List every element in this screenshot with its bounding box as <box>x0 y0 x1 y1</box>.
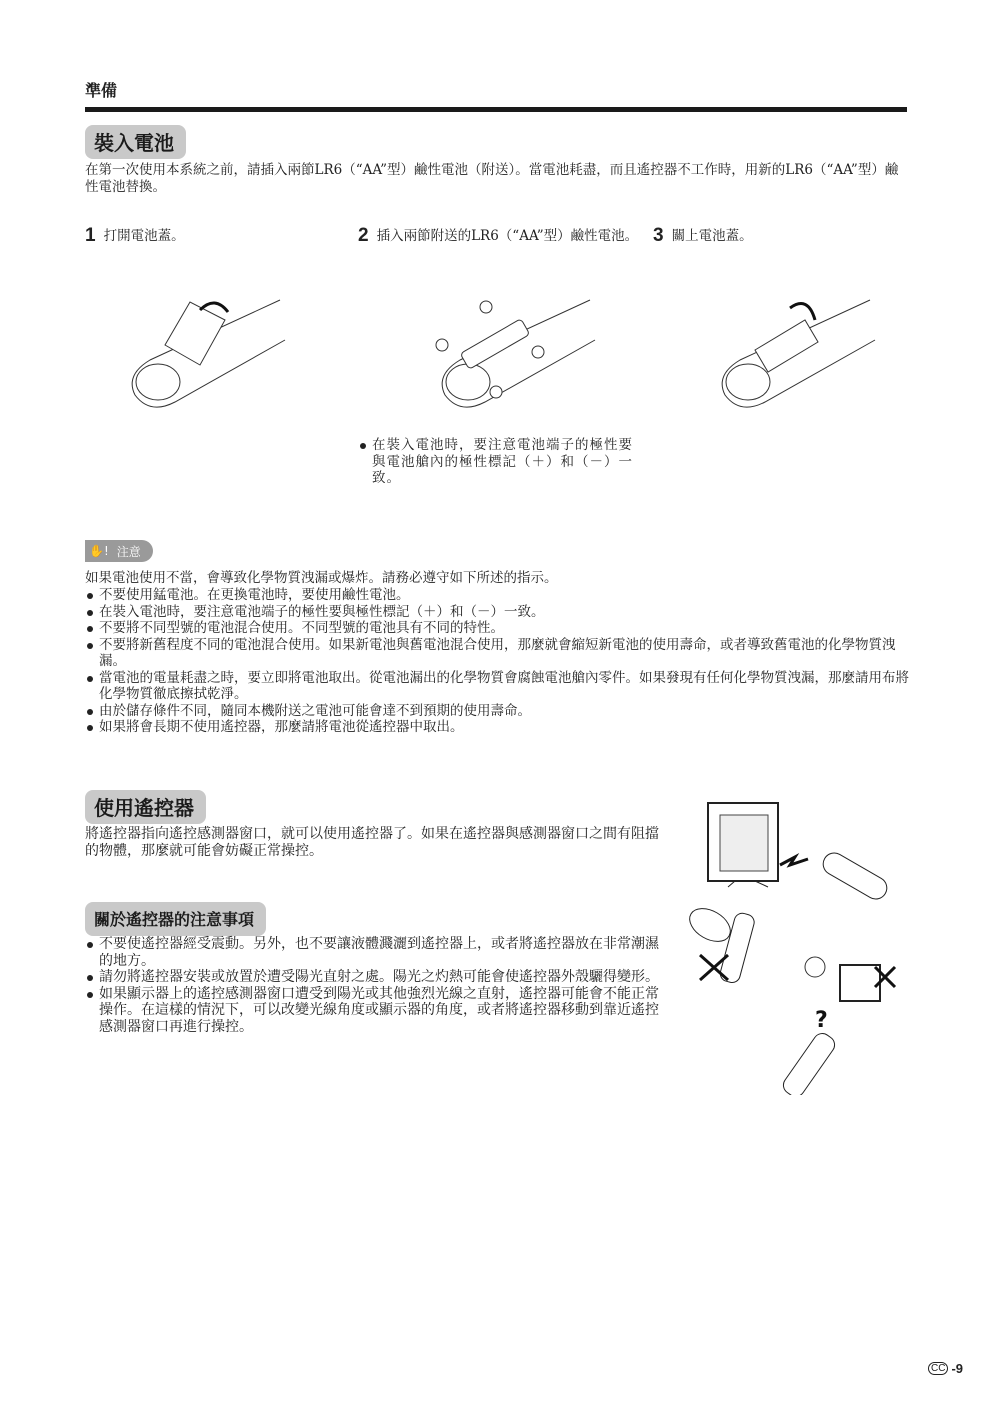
step-number: 2 <box>358 225 369 246</box>
step-1 <box>85 225 325 246</box>
list-item: 在裝入電池時，要注意電池端子的極性要與電池艙內的極性標記（＋）和（－）一致。 <box>358 437 638 487</box>
list-item: 當電池的電量耗盡之時，要立即將電池取出。從電池漏出的化學物質會腐蝕電池艙內零件。如果發現有任何化學物質洩漏，那麼請用布將化學物質徹底擦拭乾淨。 <box>85 670 910 703</box>
battery-intro: 在第一次使用本系統之前，請插入兩節LR6（“AA”型）鹼性電池（附送）。當電池耗盡，而且遙控器不工作時，用新的LR6（“AA”型）鹼性電池替換。 <box>85 162 899 195</box>
hand-warning-icon: ✋! <box>89 544 109 558</box>
list-item: 由於儲存條件不同，隨同本機附送之電池可能會達不到預期的使用壽命。 <box>85 703 910 720</box>
section-header: 準備 <box>85 81 118 100</box>
step-3 <box>653 225 893 246</box>
step-2 <box>358 225 663 246</box>
remote-intro: 將遙控器指向遙控感測器窗口，就可以使用遙控器了。如果在遙控器與感測器窗口之間有阻擋的物體，那麼就可能會妨礙正常操控。 <box>85 826 659 859</box>
remote-section-title: 使用遙控器 <box>85 790 206 824</box>
step-text: 插入兩節附送的LR6（“AA”型）鹼性電池。 <box>376 228 639 244</box>
question-mark-icon: ? <box>815 1008 828 1033</box>
remote-usage-illustration <box>680 795 910 1095</box>
list-item: 不要使用錳電池。在更換電池時，要使用鹼性電池。 <box>85 587 910 604</box>
page-number <box>928 1361 963 1376</box>
page-num: -9 <box>951 1361 964 1376</box>
remote-precautions-title: 關於遙控器的注意事項 <box>85 902 266 936</box>
polarity-note <box>358 437 638 487</box>
header-rule <box>85 107 907 112</box>
close-cover-illustration <box>710 290 880 420</box>
caution-badge <box>85 540 153 562</box>
list-item: 如果將會長期不使用遙控器，那麼請將電池從遙控器中取出。 <box>85 719 910 736</box>
open-cover-illustration <box>120 290 290 420</box>
list-item: 在裝入電池時，要注意電池端子的極性要與極性標記（＋）和（－）一致。 <box>85 604 910 621</box>
insert-batteries-illustration <box>420 290 600 420</box>
battery-section-title: 裝入電池 <box>85 125 186 159</box>
caution-intro: 如果電池使用不當，會導致化學物質洩漏或爆炸。請務必遵守如下所述的指示。 <box>85 570 558 586</box>
step-number: 1 <box>85 225 96 246</box>
list-item: 請勿將遙控器安裝或放置於遭受陽光直射之處。陽光之灼熱可能會使遙控器外殼驪得變形。 <box>85 969 670 986</box>
list-item: 不要將不同型號的電池混合使用。不同型號的電池具有不同的特性。 <box>85 620 910 637</box>
step-text: 關上電池蓋。 <box>671 228 753 244</box>
list-item: 不要使遙控器經受震動。另外，也不要讓液體濺灑到遙控器上，或者將遙控器放在非常潮濕的地方。 <box>85 936 670 969</box>
step-number: 3 <box>653 225 664 246</box>
list-item: 不要將新舊程度不同的電池混合使用。如果新電池與舊電池混合使用，那麼就會縮短新電池的使用壽命，或者導致舊電池的化學物質洩漏。 <box>85 637 910 670</box>
remote-precautions-list <box>85 936 670 1035</box>
caution-list <box>85 587 910 736</box>
caution-label: 注意 <box>116 544 141 559</box>
step-text: 打開電池蓋。 <box>103 228 185 244</box>
language-badge: CC <box>928 1362 948 1375</box>
list-item: 如果顯示器上的遙控感測器窗口遭受到陽光或其他強烈光線之直射，遙控器可能會不能正常操作。在這樣的情況下，可以改變光線角度或顯示器的角度，或者將遙控器移動到靠近遙控感測器窗口再進行操控。 <box>85 986 670 1036</box>
